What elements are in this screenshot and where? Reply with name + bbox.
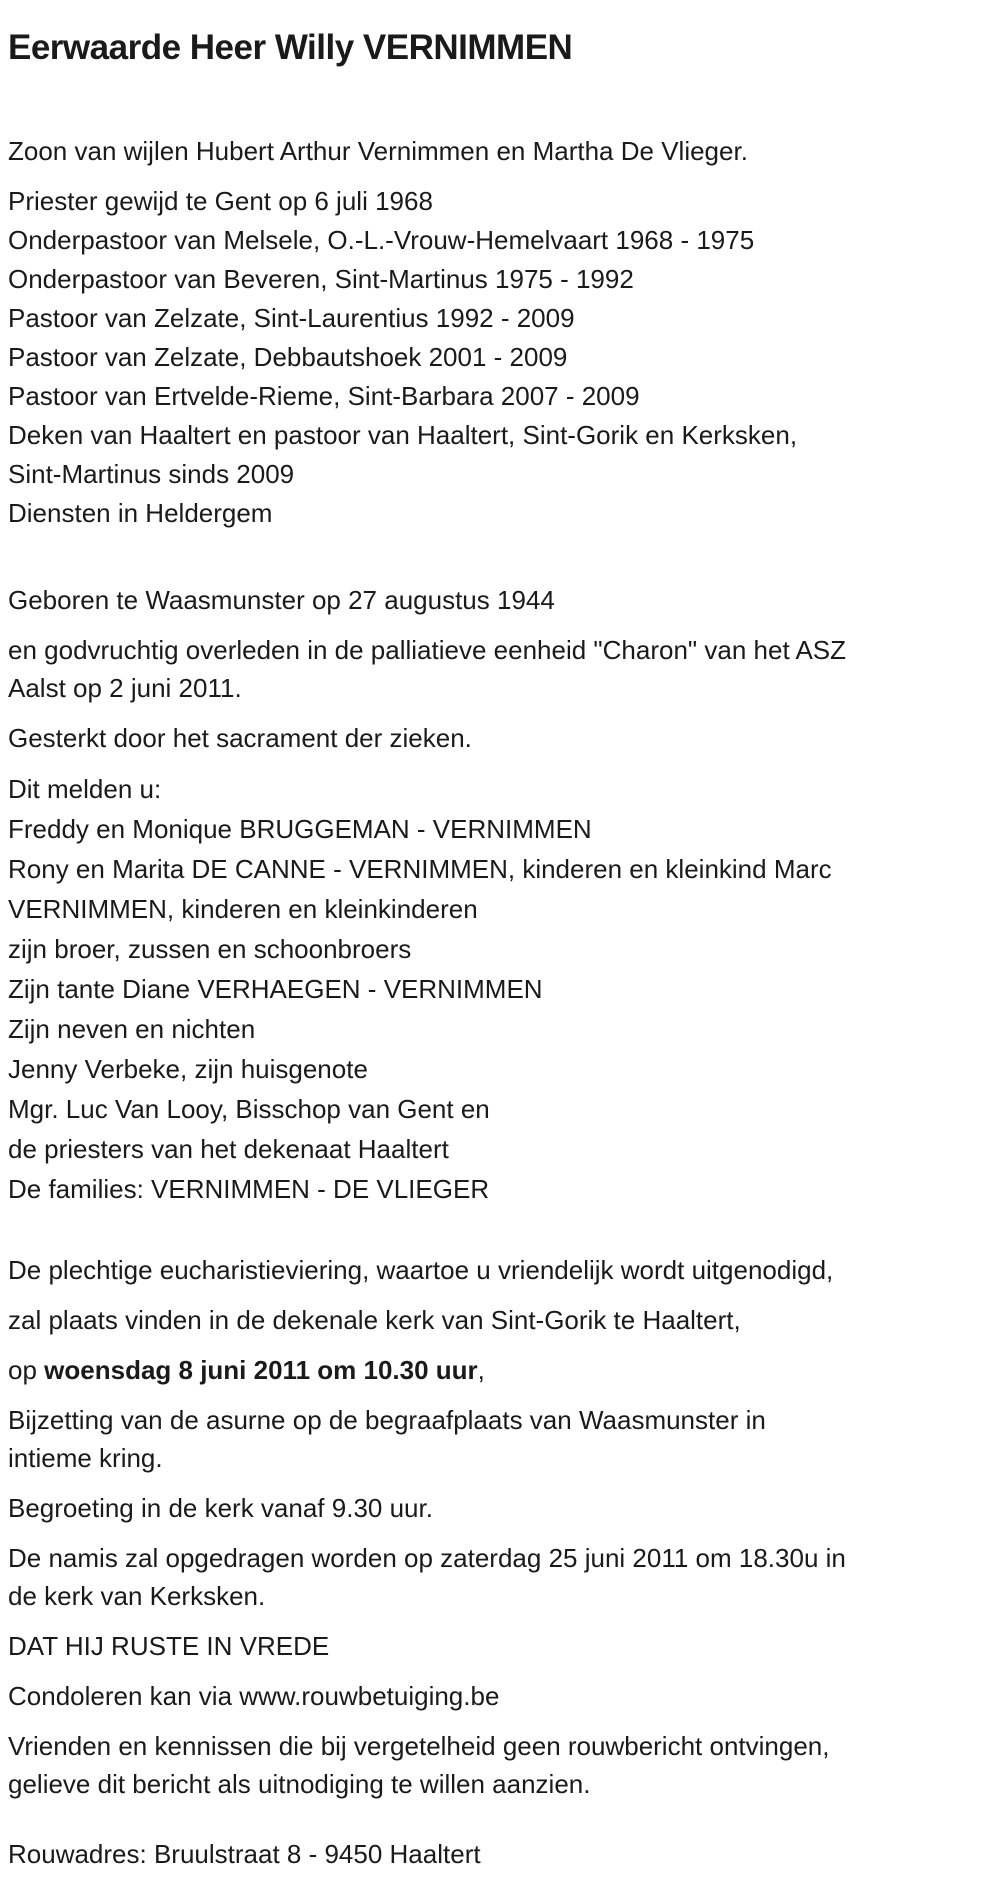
text-line: Onderpastoor van Melsele, O.-L.-Vrouw-Hemelvaart 1968 - 1975 — [8, 225, 755, 255]
text-line: Sint-Martinus sinds 2009 — [8, 459, 295, 489]
text-line — [8, 1351, 994, 1389]
death-line — [8, 631, 994, 707]
ceremony-datetime — [8, 1351, 994, 1389]
text-segment: , — [477, 1355, 485, 1385]
rest-in-peace-line — [8, 1627, 994, 1665]
burial-info — [8, 1401, 994, 1477]
text-line: De namis zal opgedragen worden op zaterdag 25 juni 2011 om 18.30u in — [8, 1543, 846, 1573]
text-line: intieme kring. — [8, 1443, 163, 1473]
condolence-info — [8, 1677, 994, 1715]
sacrament-line — [8, 719, 994, 757]
text-line: Diensten in Heldergem — [8, 498, 273, 528]
friends-notice — [8, 1727, 994, 1803]
text-line: Dit melden u: — [8, 774, 162, 804]
text-line: Mgr. Luc Van Looy, Bisschop van Gent en — [8, 1094, 490, 1124]
family-list — [8, 769, 994, 1209]
text-line: zijn broer, zussen en schoonbroers — [8, 934, 412, 964]
text-segment: op — [8, 1355, 45, 1385]
ceremony-location — [8, 1301, 994, 1339]
text-line: Vrienden en kennissen die bij vergetelheid geen rouwbericht ontvingen, — [8, 1731, 830, 1761]
career-history — [8, 182, 994, 533]
text-line: De plechtige eucharistieviering, waartoe u vriendelijk wordt uitgenodigd, — [8, 1255, 834, 1285]
text-line: en godvruchtig overleden in de palliatieve eenheid "Charon" van het ASZ — [8, 635, 847, 665]
text-line: Freddy en Monique BRUGGEMAN - VERNIMMEN — [8, 814, 592, 844]
text-line: Begroeting in de kerk vanaf 9.30 uur. — [8, 1493, 433, 1523]
text-line: Aalst op 2 juni 2011. — [8, 673, 242, 703]
text-line: zal plaats vinden in de dekenale kerk van Sint-Gorik te Haaltert, — [8, 1305, 741, 1335]
text-line: Rony en Marita DE CANNE - VERNIMMEN, kinderen en kleinkind Marc — [8, 854, 832, 884]
text-line: Pastoor van Ertvelde-Rieme, Sint-Barbara 2007 - 2009 — [8, 381, 640, 411]
text-line: Zijn tante Diane VERHAEGEN - VERNIMMEN — [8, 974, 543, 1004]
text-line: Rouwadres: Bruulstraat 8 - 9450 Haaltert — [8, 1839, 481, 1869]
text-line: Geboren te Waasmunster op 27 augustus 1944 — [8, 585, 555, 615]
text-line: Zijn neven en nichten — [8, 1014, 256, 1044]
ceremony-invitation — [8, 1251, 994, 1289]
text-line: Bijzetting van de asurne op de begraafplaats van Waasmunster in — [8, 1405, 766, 1435]
text-line: gelieve dit bericht als uitnodiging te willen aanzien. — [8, 1769, 591, 1799]
text-line: De families: VERNIMMEN - DE VLIEGER — [8, 1174, 490, 1204]
greeting-info — [8, 1489, 994, 1527]
text-line: Jenny Verbeke, zijn huisgenote — [8, 1054, 368, 1084]
text-line: de priesters van het dekenaat Haaltert — [8, 1134, 449, 1164]
text-line: VERNIMMEN, kinderen en kleinkinderen — [8, 894, 478, 924]
announcement-blocks — [8, 132, 994, 1873]
parents-line — [8, 132, 994, 170]
text-line: Gesterkt door het sacrament der zieken. — [8, 723, 472, 753]
text-line: Pastoor van Zelzate, Sint-Laurentius 1992 - 2009 — [8, 303, 575, 333]
text-line: de kerk van Kerksken. — [8, 1581, 266, 1611]
memorial-mass-info — [8, 1539, 994, 1615]
mourning-address — [8, 1835, 994, 1873]
page-title: Eerwaarde Heer Willy VERNIMMEN — [8, 28, 573, 67]
text-segment: woensdag 8 juni 2011 om 10.30 uur — [44, 1355, 478, 1385]
text-line: Priester gewijd te Gent op 6 juli 1968 — [8, 186, 433, 216]
text-line: Pastoor van Zelzate, Debbautshoek 2001 - 2009 — [8, 342, 568, 372]
text-line: DAT HIJ RUSTE IN VREDE — [8, 1631, 330, 1661]
text-line: Zoon van wijlen Hubert Arthur Vernimmen en Martha De Vlieger. — [8, 136, 748, 166]
text-line: Condoleren kan via www.rouwbetuiging.be — [8, 1681, 500, 1711]
text-line: Deken van Haaltert en pastoor van Haaltert, Sint-Gorik en Kerksken, — [8, 420, 798, 450]
birth-line — [8, 581, 994, 619]
text-line: Onderpastoor van Beveren, Sint-Martinus 1975 - 1992 — [8, 264, 634, 294]
